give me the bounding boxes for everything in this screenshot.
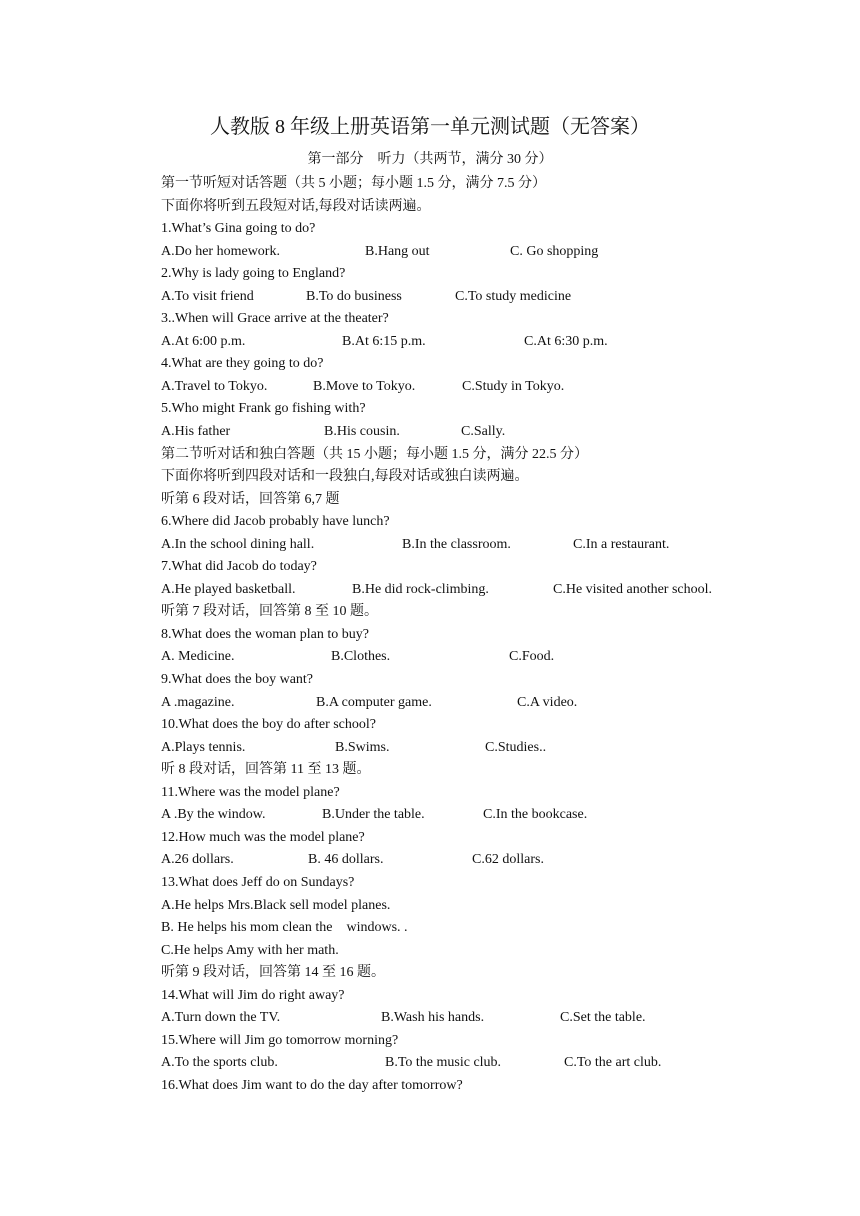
answer-options	[161, 692, 781, 715]
option-b: B.A computer game.	[316, 694, 432, 710]
answer-options	[161, 646, 781, 669]
option-b: B.Under the table.	[322, 807, 425, 823]
document-title: 人教版 8 年级上册英语第一单元测试题（无答案）	[210, 116, 650, 138]
answer-options	[161, 376, 781, 399]
answer-options	[161, 286, 781, 309]
option-a: A.His father	[161, 424, 231, 440]
option-a: A. Medicine.	[161, 649, 235, 665]
option-c: C.Sally.	[461, 424, 506, 440]
text-line: 听第 7 段对话，回答第 8 至 10 题。	[161, 604, 378, 620]
text-line: 2.Why is lady going to England?	[161, 266, 346, 282]
answer-options	[161, 579, 781, 602]
option-b: B.To do business	[306, 288, 402, 304]
answer-options	[161, 737, 781, 760]
text-line: 下面你将听到五段短对话,每段对话读两遍。	[161, 198, 431, 214]
option-a: A .By the window.	[161, 807, 266, 823]
text-line: 听 8 段对话，回答第 11 至 13 题。	[161, 762, 371, 778]
text-line: 8.What does the woman plan to buy?	[161, 626, 370, 642]
text-line: 4.What are they going to do?	[161, 356, 324, 372]
option-c: C.Study in Tokyo.	[462, 378, 565, 394]
option-a: A.26 dollars.	[161, 852, 234, 868]
text-line: A.He helps Mrs.Black sell model planes.	[161, 897, 391, 913]
option-c: C.In a restaurant.	[573, 536, 670, 552]
text-line: C.He helps Amy with her math.	[161, 942, 339, 958]
option-a: A.He played basketball.	[161, 581, 296, 597]
option-c: C.To the art club.	[564, 1055, 662, 1071]
option-a: A.In the school dining hall.	[161, 536, 315, 552]
option-a: A.Turn down the TV.	[161, 1010, 281, 1026]
answer-options	[161, 1007, 781, 1030]
option-b: B.Clothes.	[331, 649, 391, 665]
option-b: B.Swims.	[335, 739, 390, 755]
text-line: 9.What does the boy want?	[161, 672, 314, 688]
option-c: C. Go shopping	[510, 243, 599, 259]
option-b: B.At 6:15 p.m.	[342, 333, 426, 349]
text-line: 16.What does Jim want to do the day after tomorrow?	[161, 1077, 463, 1093]
text-line: 听第 6 段对话，回答第 6,7 题	[161, 491, 340, 507]
text-line: B. He helps his mom clean the windows. .	[161, 920, 408, 936]
option-a: A.Travel to Tokyo.	[161, 378, 268, 394]
text-line: 第二节听对话和独白答题（共 15 小题；每小题 1.5 分，满分 22.5 分）	[161, 446, 588, 462]
option-a: A.Do her homework.	[161, 243, 280, 259]
option-a: A.To visit friend	[161, 288, 254, 304]
answer-options	[161, 331, 781, 354]
text-line: 5.Who might Frank go fishing with?	[161, 401, 366, 417]
option-a: A .magazine.	[161, 694, 235, 710]
answer-options	[161, 241, 781, 264]
answer-options	[161, 1052, 781, 1075]
option-c: C.62 dollars.	[472, 852, 544, 868]
answer-options	[161, 849, 781, 872]
text-line: 1.What’s Gina going to do?	[161, 221, 316, 237]
option-b: B. 46 dollars.	[308, 852, 384, 868]
text-line: 7.What did Jacob do today?	[161, 559, 317, 575]
option-b: B.Hang out	[365, 243, 430, 259]
text-line: 6.Where did Jacob probably have lunch?	[161, 514, 390, 530]
option-c: C.He visited another school.	[553, 581, 713, 597]
text-line: 10.What does the boy do after school?	[161, 717, 376, 733]
option-a: A.At 6:00 p.m.	[161, 333, 246, 349]
option-a: A.Plays tennis.	[161, 739, 246, 755]
document-body	[161, 173, 781, 1097]
option-b: B.He did rock-climbing.	[352, 581, 489, 597]
option-a: A.To the sports club.	[161, 1055, 278, 1071]
answer-options	[161, 804, 781, 827]
text-line: 12.How much was the model plane?	[161, 829, 365, 845]
text-line: 3..When will Grace arrive at the theater?	[161, 311, 389, 327]
text-line: 第一节听短对话答题（共 5 小题；每小题 1.5 分，满分 7.5 分）	[161, 176, 546, 191]
option-b: B.To the music club.	[385, 1055, 502, 1071]
option-c: C.Food.	[509, 649, 555, 665]
option-c: C.At 6:30 p.m.	[524, 333, 608, 349]
option-b: B.In the classroom.	[402, 536, 511, 552]
text-line: 14.What will Jim do right away?	[161, 987, 345, 1003]
text-line: 11.Where was the model plane?	[161, 784, 340, 800]
text-line: 下面你将听到四段对话和一段独白,每段对话或独白读两遍。	[161, 469, 529, 485]
option-c: C.In the bookcase.	[483, 807, 588, 823]
text-line: 15.Where will Jim go tomorrow morning?	[161, 1032, 399, 1048]
text-line: 13.What does Jeff do on Sundays?	[161, 874, 355, 890]
option-b: B.Move to Tokyo.	[313, 378, 416, 394]
option-c: C.A video.	[517, 694, 578, 710]
part-heading: 第一部分 听力（共两节，满分 30 分）	[307, 152, 553, 167]
option-c: C.To study medicine	[455, 288, 572, 304]
text-line: 听第 9 段对话，回答第 14 至 16 题。	[161, 965, 385, 981]
answer-options	[161, 421, 781, 444]
option-b: B.His cousin.	[324, 424, 400, 440]
option-c: C.Set the table.	[560, 1010, 646, 1026]
option-c: C.Studies..	[485, 739, 547, 755]
answer-options	[161, 534, 781, 557]
option-b: B.Wash his hands.	[381, 1010, 485, 1026]
